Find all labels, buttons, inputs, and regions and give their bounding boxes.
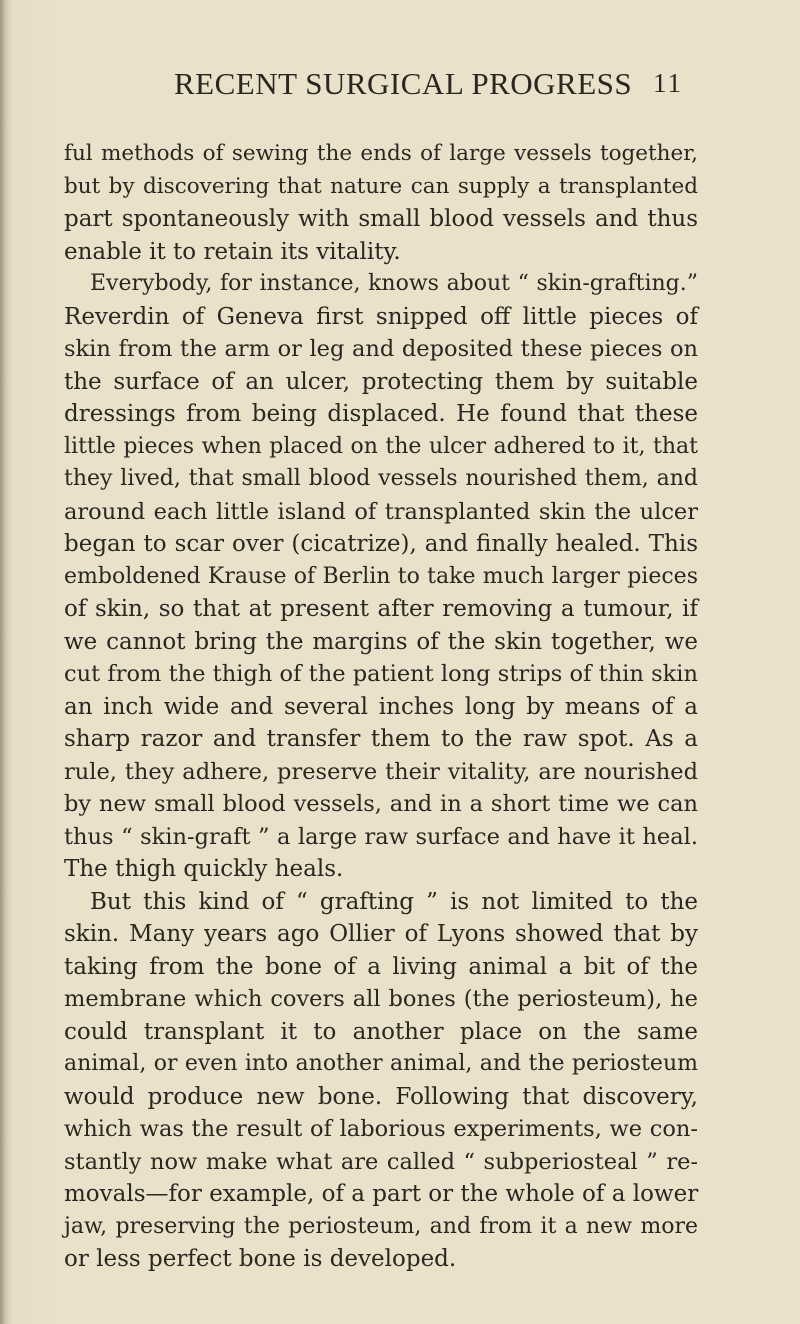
running-head-title: RECENT SURGICAL PROGRESS <box>174 66 633 101</box>
text-line: began to scar over (cicatrize), and finally healed. This <box>64 531 698 557</box>
text-line: around each little island of transplanted skin the ulcer <box>64 498 698 525</box>
text-line: Reverdin of Geneva first snipped off little pieces of <box>64 303 698 330</box>
text-line: could transplant it to another place on the same <box>64 1018 698 1045</box>
text-line: an inch wide and several inches long by means of a <box>64 693 698 720</box>
page-binding-edge <box>0 0 10 1324</box>
text-line: or less perfect bone is developed. <box>64 1246 457 1272</box>
text-line: animal, or even into another animal, and the periosteum <box>64 1051 698 1076</box>
text-line: would produce new bone. Following that discovery, <box>64 1083 698 1110</box>
text-line: membrane which covers all bones (the periosteum), he <box>64 986 698 1012</box>
text-line: thus “ skin-graft ” a large raw surface and have it heal. <box>64 823 698 850</box>
body-text <box>64 138 698 1276</box>
text-line: sharp razor and transfer them to the raw spot. As a <box>64 726 698 752</box>
running-head <box>0 66 800 106</box>
text-line: skin. Many years ago Ollier of Lyons showed that by <box>64 921 698 947</box>
text-line: dressings from being displaced. He found that these <box>64 401 698 427</box>
text-line: jaw, preserving the periosteum, and from it a new more <box>64 1213 698 1239</box>
text-line: taking from the bone of a living animal a bit of the <box>64 953 698 980</box>
text-line: little pieces when placed on the ulcer adhered to it, that <box>64 433 698 459</box>
text-line: But this kind of “ grafting ” is not limited to the <box>90 888 698 915</box>
text-line: they lived, that small blood vessels nourished them, and <box>64 466 698 491</box>
text-line: stantly now make what are called “ subperiosteal ” re- <box>64 1148 698 1175</box>
text-line: Everybody, for instance, knows about “ skin-grafting.” <box>90 271 698 296</box>
text-line: ful methods of sewing the ends of large vessels together, <box>64 141 698 166</box>
text-line: movals—for example, of a part or the whole of a lower <box>64 1181 699 1207</box>
text-line: skin from the arm or leg and deposited these pieces on <box>64 336 698 362</box>
text-line: cut from the thigh of the patient long strips of thin skin <box>64 661 698 687</box>
text-line: but by discovering that nature can supply a transplanted <box>64 173 698 199</box>
text-line: emboldened Krause of Berlin to take much larger pieces <box>64 563 698 589</box>
page-number: 11 <box>653 68 683 98</box>
text-line: of skin, so that at present after removing a tumour, if <box>64 596 698 622</box>
text-line: which was the result of laborious experiments, we con- <box>64 1116 698 1142</box>
text-line: part spontaneously with small blood vessels and thus <box>64 206 698 232</box>
text-line: The thigh quickly heals. <box>64 856 344 882</box>
text-line: we cannot bring the margins of the skin together, we <box>64 628 698 655</box>
text-line: the surface of an ulcer, protecting them by suitable <box>64 368 698 395</box>
text-line: rule, they adhere, preserve their vitality, are nourished <box>64 758 698 785</box>
text-line: enable it to retain its vitality. <box>64 238 401 265</box>
text-line: by new small blood vessels, and in a short time we can <box>64 791 698 817</box>
